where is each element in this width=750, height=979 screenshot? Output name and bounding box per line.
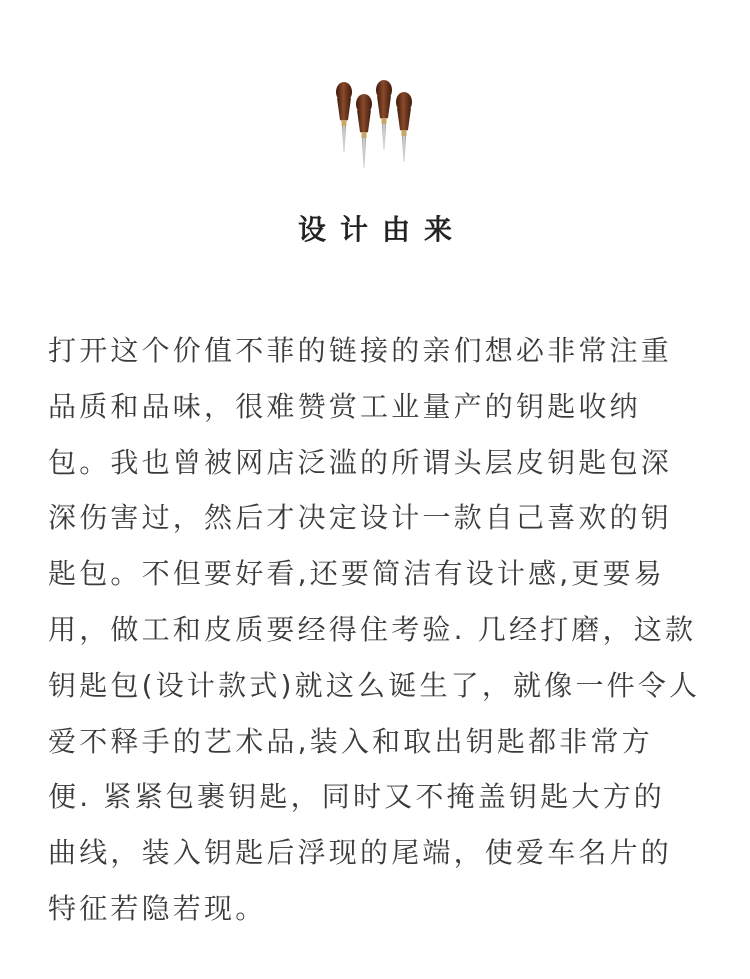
awl-tool-4 (396, 92, 412, 162)
body-line: 用，做工和皮质要经得住考验. 几经打磨，这款 (48, 612, 697, 646)
body-line: 包。我也曾被网店泛滥的所谓头层皮钥匙包深 (48, 445, 673, 479)
awl-tool-2 (356, 94, 372, 168)
body-paragraph (48, 323, 702, 937)
body-line: 特征若隐若现。 (48, 891, 267, 925)
section-title: 设计由来 (297, 213, 466, 246)
body-line: 爱不释手的艺术品,装入和取出钥匙都非常方 (48, 724, 653, 758)
body-line: 便. 紧紧包裹钥匙，同时又不掩盖钥匙大方的 (48, 780, 666, 814)
body-line: 打开这个价值不菲的链接的亲们想必非常注重 (48, 334, 673, 367)
awl-tool-3 (376, 80, 392, 150)
body-line: 深伤害过，然后才决定设计一款自己喜欢的钥 (48, 501, 673, 535)
leather-awl-tools-icon (320, 72, 430, 182)
body-line: 钥匙包(设计款式)就这么诞生了，就像一件令人 (48, 668, 701, 702)
awl-tool-1 (336, 82, 352, 152)
body-line: 品质和品味，很难赞赏工业量产的钥匙收纳 (48, 389, 641, 423)
body-line: 曲线，装入钥匙后浮现的尾端，使爱车名片的 (48, 836, 673, 870)
body-line: 匙包。不但要好看,还要简洁有设计感,更要易 (48, 557, 666, 591)
